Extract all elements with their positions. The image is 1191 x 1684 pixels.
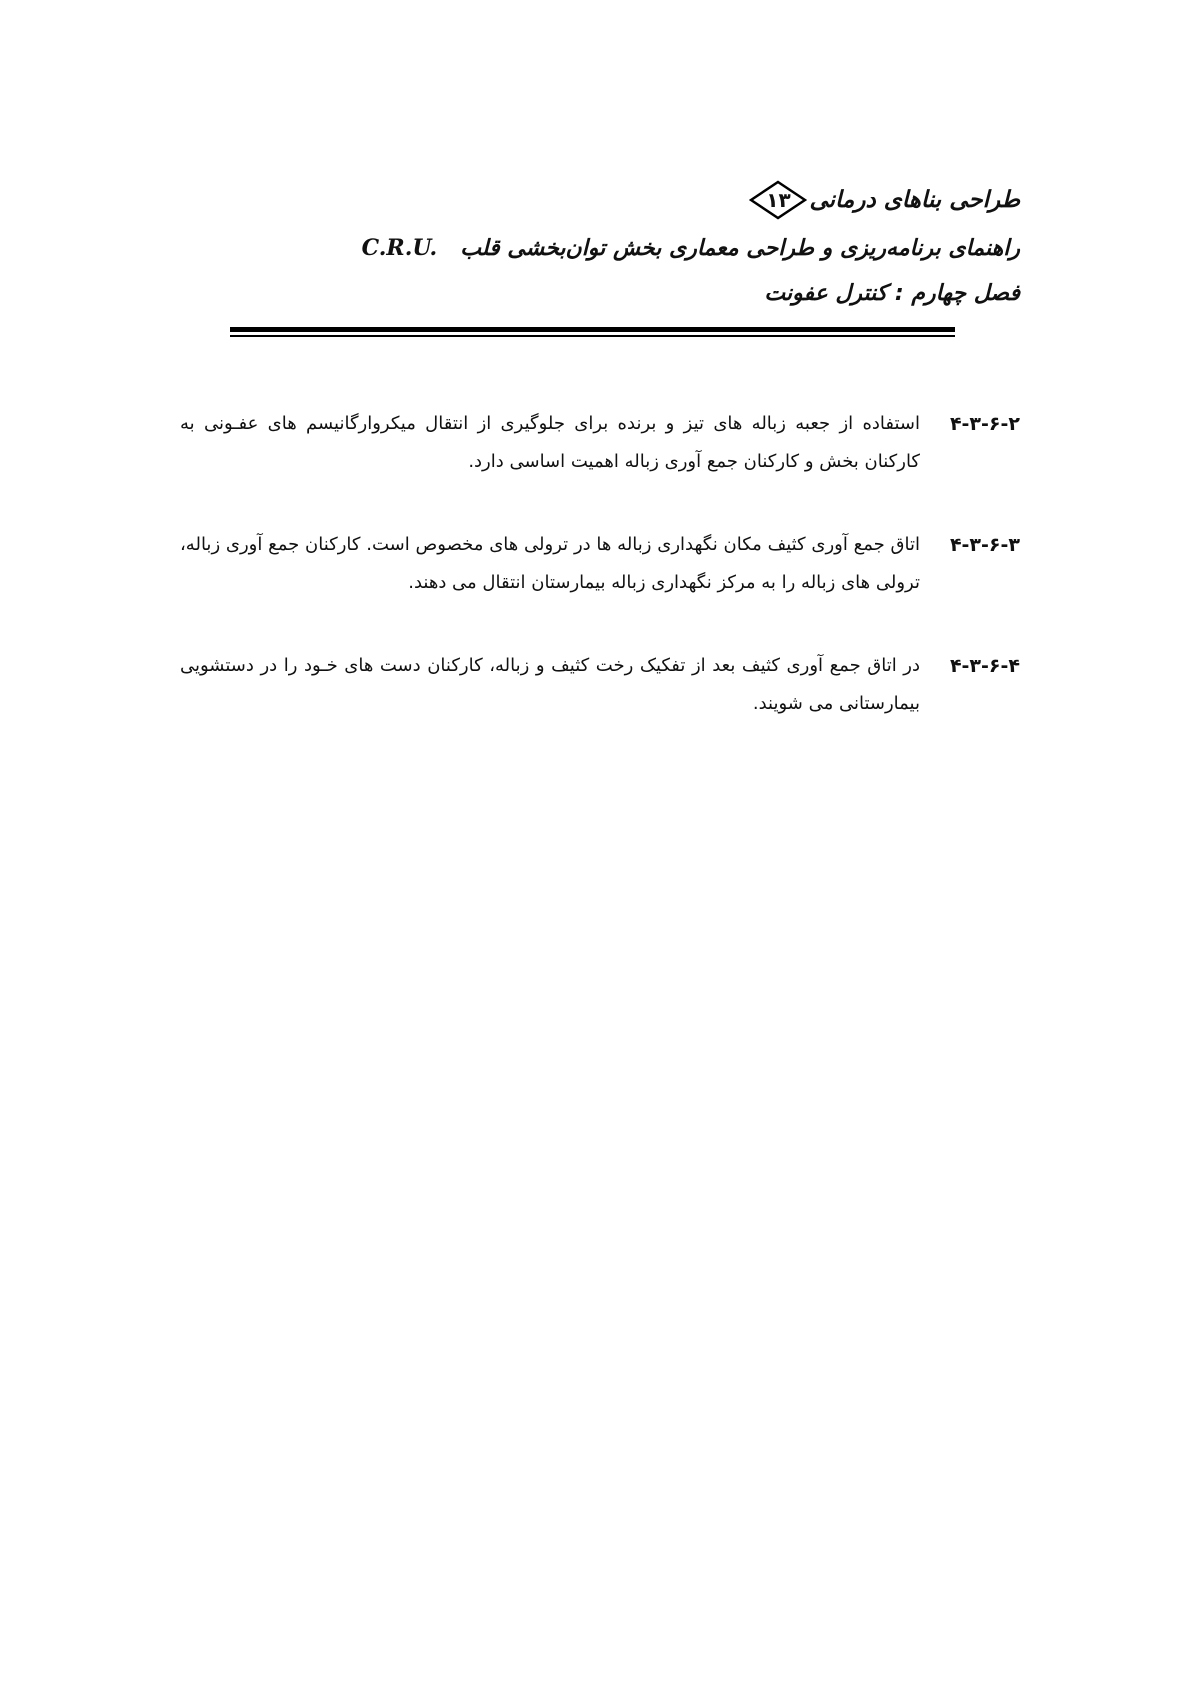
section-content (180, 405, 1020, 768)
item-number: ۴-۳-۶-۴ (949, 655, 1020, 677)
list-item (180, 405, 1020, 481)
guide-title-line (230, 228, 1020, 268)
item-number: ۴-۳-۶-۳ (949, 534, 1020, 556)
item-number: ۴-۳-۶-۲ (949, 413, 1020, 435)
item-text: استفاده از جعبه زباله های تیز و برنده برای جلوگیری از انتقال میکروارگانیسم های عفـونی به کارکنان بخش و کارکنان جمع آوری زباله اهمیت اساسی دارد. (180, 413, 920, 472)
item-text: اتاق جمع آوری کثیف مکان نگهداری زباله ها در ترولی های مخصوص است. کارکنان جمع آوری زباله، ترولی های زباله را به مرکز نگهداری زباله بیمارستان انتقال می دهند. (180, 534, 920, 593)
series-title: طراحی بناهای درمانی (809, 187, 1020, 213)
guide-title-latin: C.R.U. (361, 235, 438, 261)
chapter-title: فصل چهارم : کنترل عفونت (764, 281, 1020, 306)
list-item (180, 526, 1020, 602)
volume-badge (749, 180, 807, 220)
header-divider (230, 327, 955, 337)
list-item (180, 647, 1020, 723)
item-text: در اتاق جمع آوری کثیف بعد از تفکیک رخت کثیف و زباله، کارکنان دست های خـود را در دستشویی بیمارستانی می شویند. (180, 655, 920, 714)
page-header (230, 180, 1020, 314)
divider-thick-line (230, 327, 955, 332)
volume-number: ۱۳ (766, 188, 791, 212)
divider-thin-line (230, 335, 955, 337)
guide-title: راهنمای برنامه‌ریزی و طراحی معماری بخش توان‌بخشی قلب (460, 236, 1020, 261)
series-line (230, 180, 1020, 220)
